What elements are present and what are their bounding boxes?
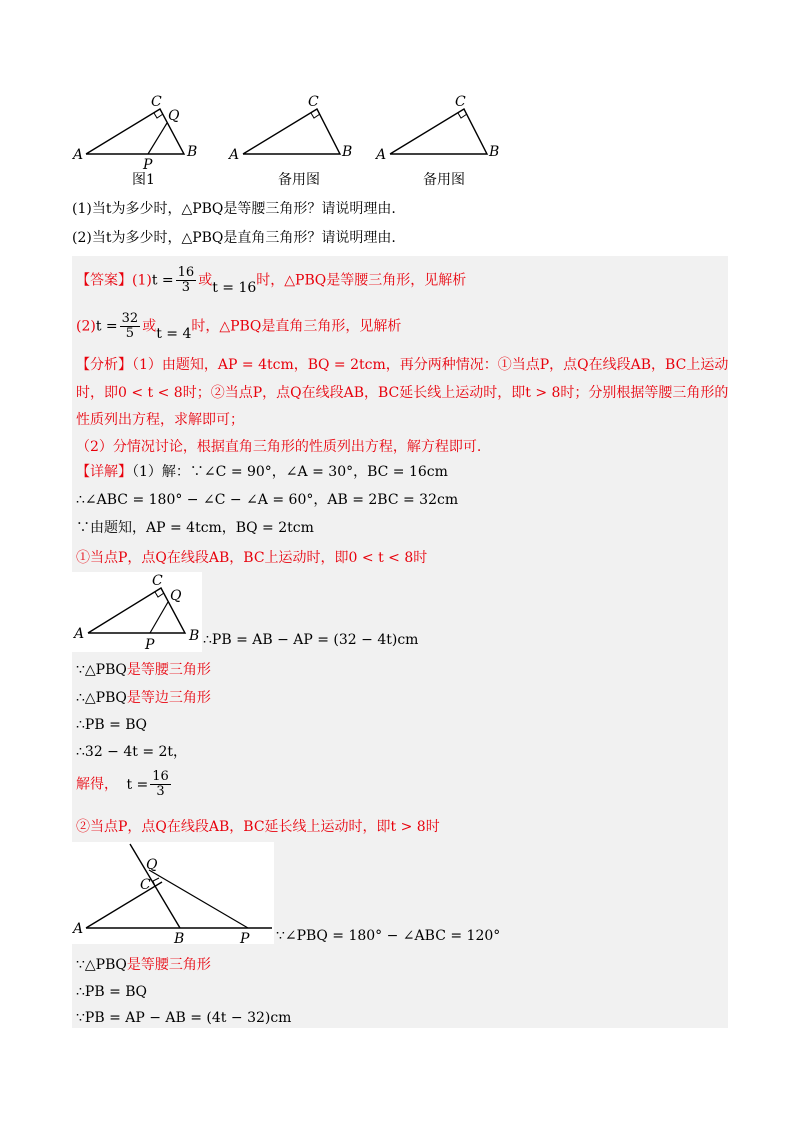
detail-label: 【详解】 — [76, 464, 132, 480]
figure-1 — [70, 92, 200, 192]
detail-line-9 — [76, 770, 173, 799]
detail-text: 是等腰三角形 — [126, 957, 211, 973]
label-c: C — [152, 573, 163, 589]
detail-text: ∵△PBQ — [76, 662, 127, 678]
numerator: 16 — [152, 769, 169, 784]
denominator: 3 — [181, 280, 191, 295]
detail-line-1 — [76, 462, 448, 482]
label-c: C — [151, 94, 162, 110]
answer-eq: t = — [95, 318, 118, 335]
detail-line-6 — [76, 688, 211, 708]
or-word: 或 — [198, 272, 213, 289]
answer-label: 【答案】(1) — [76, 272, 152, 289]
label-a: A — [73, 921, 84, 937]
case-2-heading: ②当点P，点Q在线段AB，BC延长线上运动时，即t > 8时 — [76, 819, 440, 835]
label-c: C — [455, 94, 466, 110]
label-b: B — [489, 144, 500, 160]
detail-line-11 — [76, 955, 211, 975]
analysis-line-4: （2）分情况讨论，根据直角三角形的性质列出方程，解方程即可. — [76, 439, 482, 455]
figure-4-equation: ∴PB = AB − AP = (32 − 4t)cm — [203, 632, 419, 648]
case-1-heading: ①当点P，点Q在线段AB，BC上运动时，即0 < t < 8时 — [76, 550, 428, 566]
label-p: P — [240, 931, 250, 944]
label-b: B — [342, 144, 353, 160]
answer-label: (2) — [76, 318, 96, 335]
label-c: C — [140, 877, 151, 893]
fraction — [120, 312, 141, 341]
label-p: P — [145, 637, 155, 652]
answer-eq: t = 16 — [212, 279, 257, 296]
detail-text: ∵∠C = 90°，∠A = 30°，BC = 16cm — [189, 464, 448, 480]
label-b: B — [189, 628, 200, 644]
detail-line-12: ∴PB = BQ — [76, 984, 148, 1000]
figure-caption: 备用图 — [423, 172, 465, 188]
figure-2 — [226, 92, 356, 192]
detail-text: ∴△PBQ — [76, 690, 127, 706]
analysis-line-3: 性质列出方程，求解即可； — [76, 412, 244, 428]
detail-text: ∵△PBQ — [76, 957, 127, 973]
figure-5 — [72, 842, 274, 944]
label-q: Q — [170, 588, 182, 604]
or-word: 或 — [142, 318, 157, 335]
detail-eq: t = — [126, 776, 149, 793]
detail-line-8: ∴32 − 4t = 2t， — [76, 744, 188, 760]
analysis-line-1: 【分析】（1）由题知，AP = 4tcm，BQ = 2tcm，再分两种情况：①当点P，点Q在线段AB，BC上运动 — [76, 357, 729, 373]
numerator: 16 — [177, 265, 195, 280]
label-a: A — [74, 626, 85, 642]
label-b: B — [187, 144, 198, 160]
detail-line-13: ∵PB = AP − AB = (4t − 32)cm — [76, 1010, 292, 1026]
label-c: C — [308, 94, 319, 110]
label-a: A — [229, 147, 240, 163]
fraction — [176, 266, 197, 295]
figure-4 — [72, 572, 202, 652]
label-q: Q — [168, 108, 180, 124]
detail-text: 是等边三角形 — [126, 690, 211, 706]
answer-line-1 — [76, 266, 466, 295]
detail-line-3: ∵由题知，AP = 4tcm，BQ = 2tcm — [76, 520, 314, 536]
fraction — [150, 770, 171, 799]
figure-3 — [373, 92, 503, 192]
label-p: P — [143, 157, 153, 173]
numerator: 32 — [121, 311, 139, 326]
detail-line-2: ∴∠ABC = 180° − ∠C − ∠A = 60°，AB = 2BC = 32cm — [76, 492, 459, 508]
detail-line-7: ∴PB = BQ — [76, 717, 148, 733]
analysis-line-2: 时，即0 < t < 8时；②当点P，点Q在线段AB，BC延长线上运动时，即t > 8时；分别根据等腰三角形的 — [76, 385, 729, 401]
detail-text: （1）解： — [132, 464, 190, 480]
question-1: (1)当t为多少时，△PBQ是等腰三角形？请说明理由. — [72, 201, 396, 217]
detail-text: 是等腰三角形 — [126, 662, 211, 678]
figure-5-equation: ∵∠PBQ = 180° − ∠ABC = 120° — [276, 928, 501, 944]
denominator: 3 — [156, 784, 165, 799]
denominator: 5 — [125, 326, 135, 341]
figure-caption: 图1 — [132, 172, 155, 188]
answer-eq: t = — [151, 272, 174, 289]
answer-text: 时，△PBQ是直角三角形，见解析 — [191, 318, 402, 335]
label-a: A — [376, 147, 387, 163]
answer-eq: t = 4 — [156, 325, 192, 342]
label-b: B — [174, 931, 185, 944]
detail-text: 解得， — [76, 776, 118, 793]
figure-caption: 备用图 — [278, 172, 320, 188]
answer-text: 时，△PBQ是等腰三角形，见解析 — [256, 272, 467, 289]
label-q: Q — [146, 857, 158, 873]
detail-line-5 — [76, 660, 211, 680]
question-2: (2)当t为多少时，△PBQ是直角三角形？请说明理由. — [72, 230, 396, 246]
label-a: A — [73, 147, 84, 163]
answer-line-2 — [76, 312, 401, 341]
